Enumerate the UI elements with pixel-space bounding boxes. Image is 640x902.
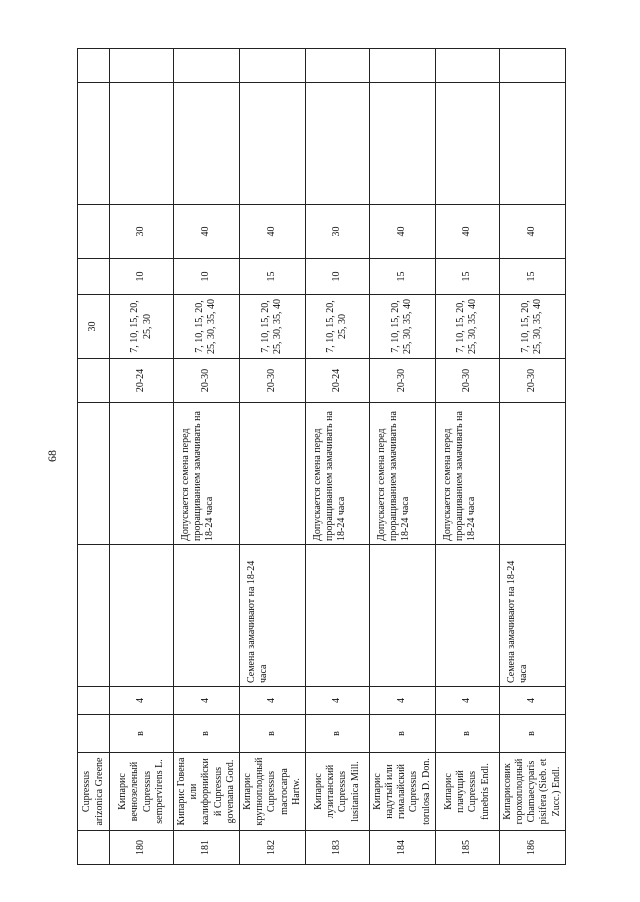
seed-germination-table [77,48,566,865]
table-cell-notes [305,545,369,687]
table-cell-notes [239,403,305,545]
table-cell [78,545,110,687]
table-cell-number: 185 [435,831,499,865]
table-cell [78,259,110,295]
table-cell-number: 186 [499,831,565,865]
table-cell-number: 180 [110,831,174,865]
table-cell: 20-24 [305,359,369,403]
table-cell: в [110,715,174,753]
table-cell: 4 [435,687,499,715]
table-cell-number: 183 [305,831,369,865]
table-cell-species: Кипарис вечнозеленый Cupressus sempervirens L. [110,753,174,831]
table-cell: 40 [174,205,240,259]
table-cell [369,49,435,83]
table-cell: 20-30 [369,359,435,403]
table-cell: 15 [239,259,305,295]
page-number: 68 [45,450,59,462]
table-cell-species: Кипарисовик горохоплодный Chamaecyparis pisifera (Sieb. et Zucc.) Endl. [499,753,565,831]
table-cell: 10 [174,259,240,295]
table-cell [239,83,305,205]
table-cell [174,83,240,205]
table-cell [78,715,110,753]
table-cell: 15 [499,259,565,295]
table-cell: 10 [110,259,174,295]
table-row-continuation [78,49,110,865]
table-cell: 40 [435,205,499,259]
table-row [239,49,305,865]
table-cell [239,49,305,83]
table-cell: в [369,715,435,753]
table-cell-species: Кипарис лузитанский Cupressus lusitanica Mill. [305,753,369,831]
table-row [435,49,499,865]
table-cell: 20-30 [174,359,240,403]
table-cell: 40 [499,205,565,259]
table-cell-species: Кипарис Говена или калифорнийский Cupressus govenana Gord. [174,753,240,831]
table-cell: 4 [369,687,435,715]
table-cell: в [174,715,240,753]
table-cell: 20-30 [435,359,499,403]
table-cell [435,83,499,205]
table-cell-notes [435,545,499,687]
table-cell [499,83,565,205]
table-cell: в [435,715,499,753]
table-cell [305,83,369,205]
table-cell-notes [110,403,174,545]
table-cell: в [499,715,565,753]
table-cell-number: 184 [369,831,435,865]
table-cell: в [305,715,369,753]
table-cell [435,49,499,83]
table-cell: 40 [239,205,305,259]
table-cell-notes: Семена замачивают на 18-24 часа [499,545,565,687]
table-row [369,49,435,865]
table-cell-notes: Допускается семена перед проращиванием замачивать на 18-24 часа [305,403,369,545]
table-cell [499,49,565,83]
table-row [305,49,369,865]
table-row [110,49,174,865]
table-cell: 10 [305,259,369,295]
table-cell: 15 [435,259,499,295]
table-cell: 20-30 [499,359,565,403]
table-cell [110,83,174,205]
table-row [174,49,240,865]
table-cell-species: Cupressus arizonica Greene [78,753,110,831]
table-cell: 4 [239,687,305,715]
table-cell: 4 [305,687,369,715]
table-cell-species: Кипарис надутый или гималайский Cupressus torulosa D. Don. [369,753,435,831]
table-cell: в [239,715,305,753]
table-cell: 20-24 [110,359,174,403]
table-cell-number: 181 [174,831,240,865]
table-cell-notes: Допускается семена перед проращиванием замачивать на 18-24 часа [435,403,499,545]
table-cell: 7, 10, 15, 20, 25, 30 [110,295,174,359]
table-cell: 4 [110,687,174,715]
table-cell-species: Кипарис крупноплодный Cupressus macrocarpa Hartw. [239,753,305,831]
table-cell: 30 [78,295,110,359]
rotated-table-frame [77,49,562,865]
table-cell [305,49,369,83]
table-cell: 7, 10, 15, 20, 25, 30, 35, 40 [174,295,240,359]
table-cell: 7, 10, 15, 20, 25, 30, 35, 40 [499,295,565,359]
table-cell: 7, 10, 15, 20, 25, 30, 35, 40 [435,295,499,359]
table-cell [78,403,110,545]
table-cell: 4 [174,687,240,715]
table-cell-number: 182 [239,831,305,865]
table-cell [78,83,110,205]
table-cell [78,49,110,83]
table-cell-species: Кипарис плачущий Cupressus funebris Endl. [435,753,499,831]
table-cell: 40 [369,205,435,259]
table-cell: 15 [369,259,435,295]
table-cell-number [78,831,110,865]
table-cell [78,205,110,259]
table-cell [369,83,435,205]
table-cell-notes: Допускается семена перед проращиванием замачивать на 18-24 часа [174,403,240,545]
table-cell-notes: Допускается семена перед проращиванием замачивать на 18-24 часа [369,403,435,545]
table-cell-notes: Семена замачивают на 18-24 часа [239,545,305,687]
table-cell [78,359,110,403]
table-cell: 20-30 [239,359,305,403]
table-cell: 7, 10, 15, 20, 25, 30, 35, 40 [239,295,305,359]
table-row [499,49,565,865]
table-cell: 30 [305,205,369,259]
table-cell [110,49,174,83]
table-cell: 4 [499,687,565,715]
table-cell [78,687,110,715]
table-cell [174,49,240,83]
table-cell: 7, 10, 15, 20, 25, 30, 35, 40 [369,295,435,359]
table-cell: 7, 10, 15, 20, 25, 30 [305,295,369,359]
table-cell-notes [174,545,240,687]
table-cell-notes [369,545,435,687]
table-cell-notes [499,403,565,545]
table-cell-notes [110,545,174,687]
table-cell: 30 [110,205,174,259]
